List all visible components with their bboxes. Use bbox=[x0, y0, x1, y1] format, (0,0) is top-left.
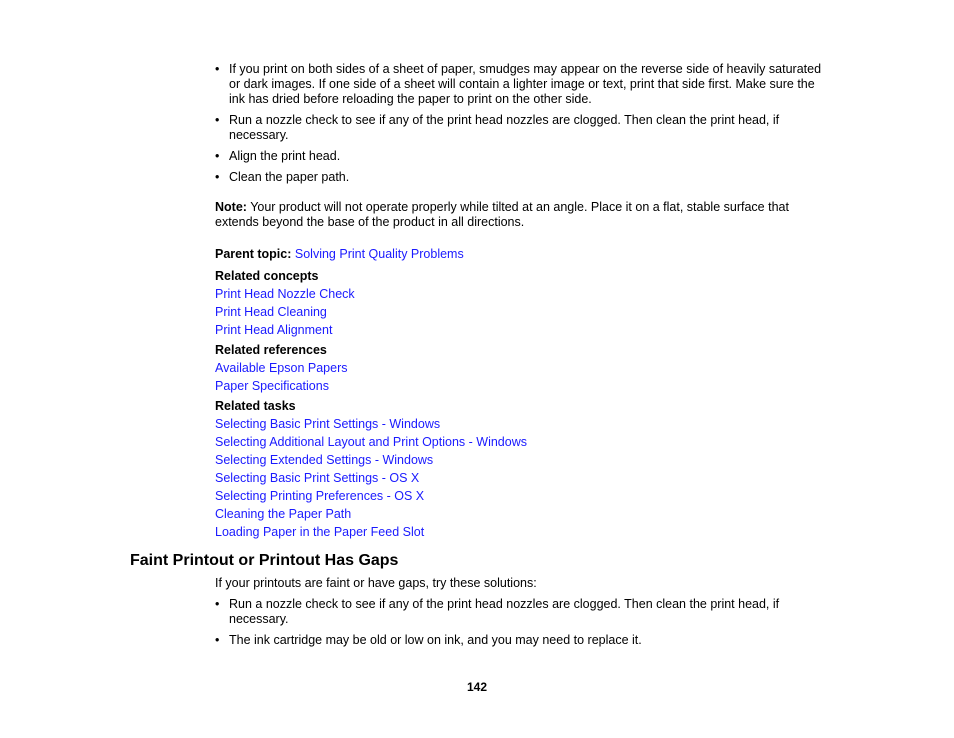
related-concepts-heading: Related concepts bbox=[215, 269, 319, 283]
related-task-link[interactable]: Selecting Basic Print Settings - Windows bbox=[215, 417, 441, 431]
related-task-link[interactable]: Selecting Extended Settings - Windows bbox=[215, 453, 434, 467]
bullet-item: • Run a nozzle check to see if any of the print head nozzles are clogged. Then clean the print head, if necessary. bbox=[215, 113, 825, 143]
troubleshooting-bullet-list bbox=[215, 62, 825, 191]
related-task-link[interactable]: Selecting Additional Layout and Print Options - Windows bbox=[215, 435, 527, 449]
solutions-bullet-list bbox=[215, 597, 825, 654]
note-label: Note: bbox=[215, 200, 247, 214]
related-task-link[interactable]: Cleaning the Paper Path bbox=[215, 507, 352, 521]
related-references-heading: Related references bbox=[215, 343, 327, 357]
section-heading: Faint Printout or Printout Has Gaps bbox=[130, 552, 399, 569]
page-number: 142 bbox=[466, 680, 488, 694]
related-task-link[interactable]: Selecting Printing Preferences - OS X bbox=[215, 489, 425, 503]
related-concept-link[interactable]: Print Head Nozzle Check bbox=[215, 287, 355, 301]
bullet-item: • Align the print head. bbox=[215, 149, 825, 164]
related-concept-link[interactable]: Print Head Cleaning bbox=[215, 305, 327, 319]
parent-topic-label: Parent topic: bbox=[215, 247, 292, 261]
bullet-item: • Run a nozzle check to see if any of the print head nozzles are clogged. Then clean the print head, if necessary. bbox=[215, 597, 825, 627]
related-task-link[interactable]: Loading Paper in the Paper Feed Slot bbox=[215, 525, 425, 539]
related-reference-link[interactable]: Paper Specifications bbox=[215, 379, 329, 393]
bullet-item: • The ink cartridge may be old or low on ink, and you may need to replace it. bbox=[215, 633, 825, 648]
related-links-section bbox=[215, 265, 825, 541]
note-paragraph bbox=[215, 200, 825, 230]
note-text: Your product will not operate properly while tilted at an angle. Place it on a flat, stable surface that extends beyond the base of the product in all directions. bbox=[215, 200, 789, 229]
section-intro: If your printouts are faint or have gaps, try these solutions: bbox=[215, 576, 537, 590]
related-task-link[interactable]: Selecting Basic Print Settings - OS X bbox=[215, 471, 420, 485]
bullet-item: • If you print on both sides of a sheet of paper, smudges may appear on the reverse side of heavily saturated or dark images. If one side of a sheet will contain a lighter image or text, print that side first. Make sure the ink has dried before reloading the paper to print on the other side. bbox=[215, 62, 825, 107]
related-concept-link[interactable]: Print Head Alignment bbox=[215, 323, 333, 337]
parent-topic bbox=[215, 245, 825, 263]
parent-topic-link[interactable]: Solving Print Quality Problems bbox=[294, 247, 464, 261]
related-tasks-heading: Related tasks bbox=[215, 399, 296, 413]
bullet-item: • Clean the paper path. bbox=[215, 170, 825, 185]
related-reference-link[interactable]: Available Epson Papers bbox=[215, 361, 348, 375]
